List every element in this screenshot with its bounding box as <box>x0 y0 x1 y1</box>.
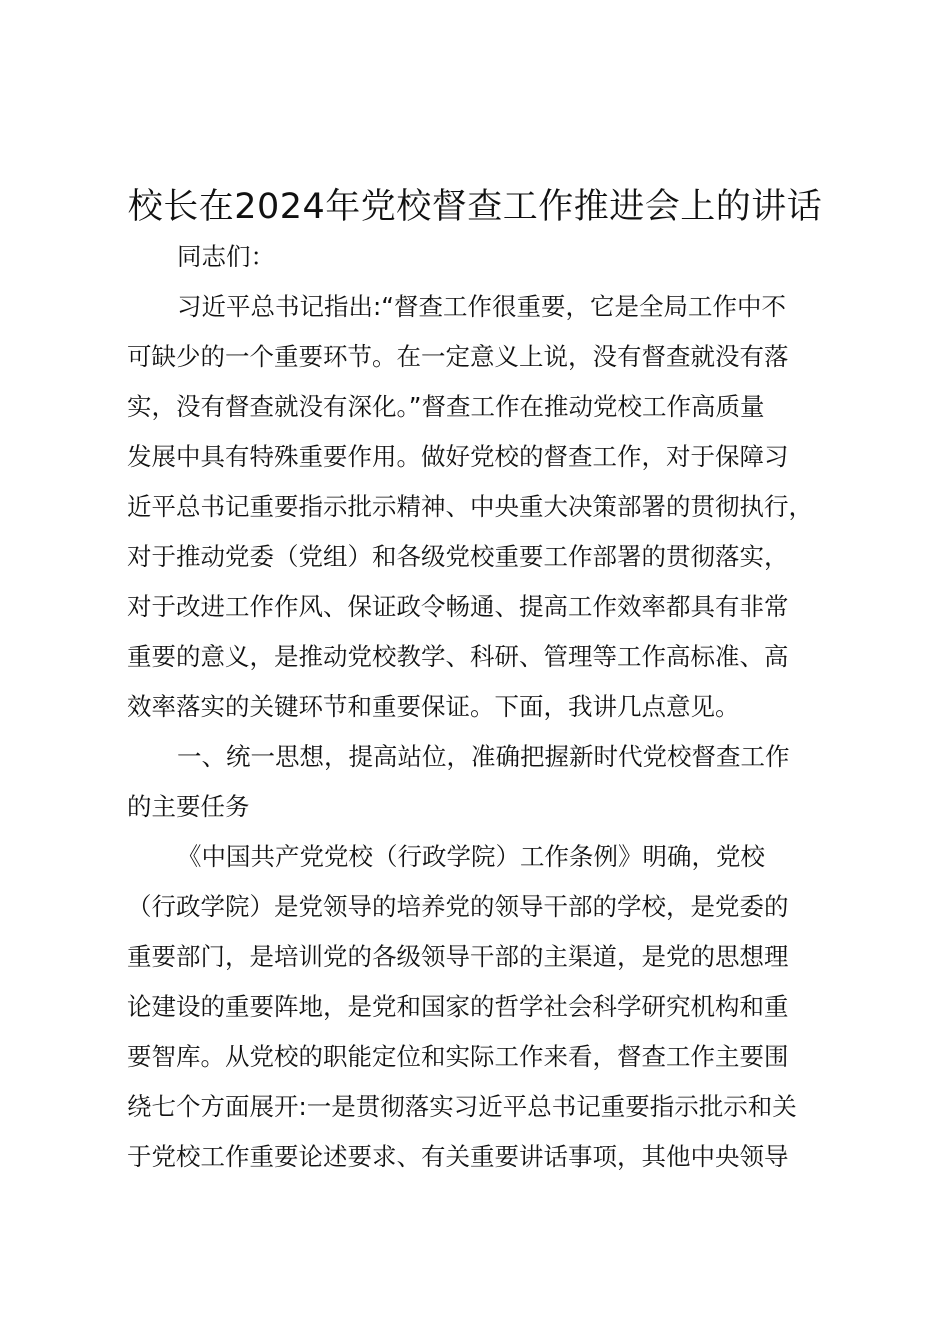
text-line: 发展中具有特殊重要作用。做好党校的督查工作，对于保障习 <box>127 442 789 471</box>
text-line: 近平总书记重要指示批示精神、中央重大决策部署的贯彻执行， <box>127 492 813 521</box>
text-line: （行政学院）是党领导的培养党的领导干部的学校，是党委的 <box>127 892 789 921</box>
document-body <box>127 232 837 1182</box>
text-line: 重要的意义，是推动党校教学、科研、管理等工作高标准、高 <box>127 642 789 671</box>
text-line: 实，没有督查就没有深化。”督查工作在推动党校工作高质量 <box>127 392 765 421</box>
text-line: 可缺少的一个重要环节。在一定意义上说，没有督查就没有落 <box>127 342 789 371</box>
text-line: 对于推动党委（党组）和各级党校重要工作部署的贯彻落实， <box>127 542 789 571</box>
text-line: 要智库。从党校的职能定位和实际工作来看，督查工作主要围 <box>127 1042 789 1071</box>
document-title: 校长在2024年党校督查工作推进会上的讲话 <box>127 187 823 227</box>
text-line: 的主要任务 <box>127 792 250 821</box>
text-line: 论建设的重要阵地，是党和国家的哲学社会科学研究机构和重 <box>127 992 789 1021</box>
text-line: 同志们： <box>177 242 275 271</box>
text-line: 重要部门，是培训党的各级领导干部的主渠道，是党的思想理 <box>127 942 789 971</box>
text-line: 一、统一思想，提高站位，准确把握新时代党校督查工作 <box>177 742 790 771</box>
text-line: 习近平总书记指出:“督查工作很重要，它是全局工作中不 <box>177 292 786 321</box>
text-line: 对于改进工作作风、保证政令畅通、提高工作效率都具有非常 <box>127 592 789 621</box>
text-line: 《中国共产党党校（行政学院）工作条例》明确，党校 <box>177 842 765 871</box>
text-line: 绕七个方面展开:一是贯彻落实习近平总书记重要指示批示和关 <box>127 1092 797 1121</box>
text-line: 效率落实的关键环节和重要保证。下面，我讲几点意见。 <box>127 692 740 721</box>
text-line: 于党校工作重要论述要求、有关重要讲话事项，其他中央领导 <box>127 1142 789 1171</box>
